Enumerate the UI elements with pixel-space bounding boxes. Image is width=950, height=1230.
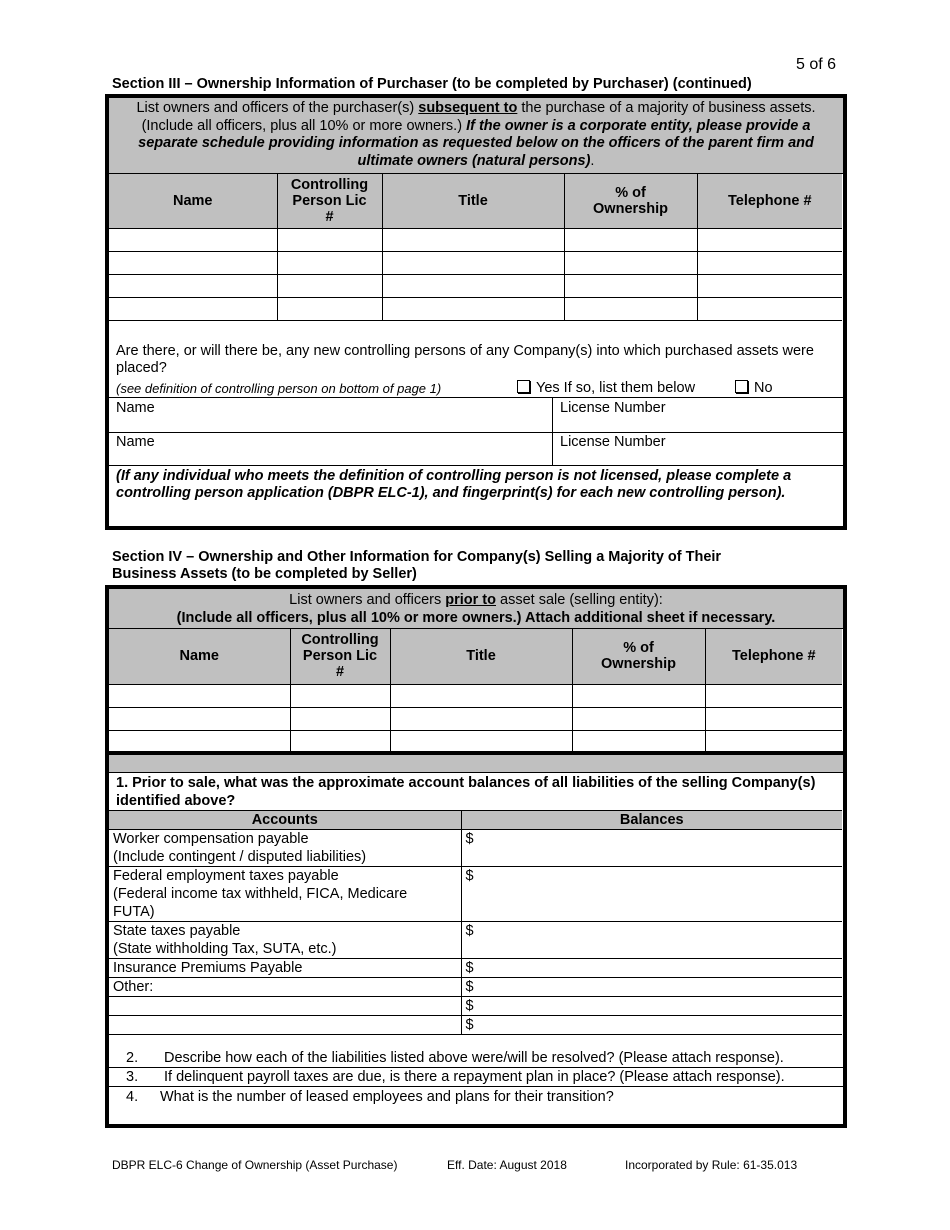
- section4-title: Section IV – Ownership and Other Information for Company(s) Selling a Majority of Their Business Assets (to be completed by Seller): [112, 549, 722, 582]
- section3-intro: List owners and officers of the purchaser(s) subsequent to the purchase of a majority of business assets. (Include all officers, plus all 10% or more owners.) If the owner is a corporate entity, please provide a separate schedule providing information as requested below on the officers of the parent firm and ultimate owners (natural persons).: [109, 98, 843, 174]
- table-row: [109, 251, 842, 274]
- col-ownership: % of Ownership: [564, 174, 697, 228]
- ownership-cell[interactable]: [564, 297, 697, 320]
- section3-owners-table: [109, 174, 842, 321]
- account-label: State taxes payable (State withholding Tax, SUTA, etc.): [109, 922, 461, 959]
- name-cell[interactable]: [109, 228, 277, 251]
- account-row: [109, 959, 842, 978]
- telephone-cell[interactable]: [705, 730, 842, 753]
- controlling-person-note: (If any individual who meets the definition of controlling person is not licensed, please complete a controlling person application (DBPR ELC-1), and fingerprint(s) for each new controlling person).: [116, 468, 792, 501]
- section4-frame: [105, 585, 847, 1128]
- section4-intro: List owners and officers prior to asset sale (selling entity): (Include all officers, plus all 10% or more owners.) Attach additional sheet if necessary.: [109, 589, 843, 629]
- ownership-cell[interactable]: [572, 707, 705, 730]
- page-number: 5 of 6: [796, 56, 837, 73]
- name-cell[interactable]: [109, 707, 290, 730]
- table-row: [109, 274, 842, 297]
- col-title: Title: [382, 174, 564, 228]
- definition-note: (see definition of controlling person on bottom of page 1): [116, 381, 442, 396]
- account-row: [109, 922, 842, 959]
- title-cell[interactable]: [382, 297, 564, 320]
- balances-header: Balances: [461, 811, 842, 830]
- new-controlling-license-field[interactable]: License Number: [560, 400, 666, 416]
- prior-to-emphasis: prior to: [445, 592, 496, 608]
- no-checkbox[interactable]: [735, 380, 748, 393]
- footer-rule: Incorporated by Rule: 61-35.013: [625, 1158, 798, 1172]
- section3-title: Section III – Ownership Information of Purchaser (to be completed by Purchaser) (continued): [112, 76, 752, 92]
- account-label: Worker compensation payable (Include contingent / disputed liabilities): [109, 830, 461, 867]
- no-option[interactable]: No: [735, 380, 773, 396]
- account-row: [109, 1016, 842, 1035]
- controlling-persons-question: Are there, or will there be, any new controlling persons of any Company(s) into which purchased assets were placed?: [116, 343, 814, 376]
- account-row: [109, 978, 842, 997]
- yes-option[interactable]: Yes If so, list them below: [517, 380, 695, 396]
- liabilities-question: 1. Prior to sale, what was the approximate account balances of all liabilities of the selling Company(s) identified above?: [116, 775, 816, 809]
- name-cell[interactable]: [109, 684, 290, 707]
- account-label: Insurance Premiums Payable: [109, 959, 461, 978]
- telephone-cell[interactable]: [697, 274, 842, 297]
- balance-field[interactable]: $: [461, 959, 842, 978]
- telephone-cell[interactable]: [697, 251, 842, 274]
- ownership-cell[interactable]: [572, 684, 705, 707]
- account-row: [109, 830, 842, 867]
- lic-cell[interactable]: [290, 730, 390, 753]
- col-name: Name: [109, 629, 290, 684]
- name-cell[interactable]: [109, 251, 277, 274]
- table-row: [109, 684, 842, 707]
- section3-frame: [105, 94, 847, 530]
- name-cell[interactable]: [109, 297, 277, 320]
- telephone-cell[interactable]: [705, 684, 842, 707]
- balance-field[interactable]: $: [461, 830, 842, 867]
- question-2: 2. Describe how each of the liabilities listed above were/will be resolved? (Please attach response).: [126, 1050, 784, 1066]
- balance-field[interactable]: $: [461, 922, 842, 959]
- liabilities-table: [109, 810, 842, 1035]
- footer-eff-date: Eff. Date: August 2018: [447, 1158, 567, 1172]
- table-row: [109, 228, 842, 251]
- telephone-cell[interactable]: [705, 707, 842, 730]
- col-ownership: % of Ownership: [572, 629, 705, 684]
- section4-owners-table: [109, 629, 842, 754]
- question-3: 3. If delinquent payroll taxes are due, is there a repayment plan in place? (Please attach response).: [126, 1069, 785, 1085]
- new-controlling-name-field[interactable]: Name: [116, 434, 155, 450]
- new-controlling-license-field[interactable]: License Number: [560, 434, 666, 450]
- title-cell[interactable]: [382, 251, 564, 274]
- balance-field[interactable]: $: [461, 997, 842, 1016]
- lic-cell[interactable]: [277, 228, 382, 251]
- lic-cell[interactable]: [290, 684, 390, 707]
- ownership-cell[interactable]: [564, 228, 697, 251]
- lic-cell[interactable]: [277, 251, 382, 274]
- balance-field[interactable]: $: [461, 867, 842, 922]
- col-telephone: Telephone #: [697, 174, 842, 228]
- title-cell[interactable]: [382, 228, 564, 251]
- balance-field[interactable]: $: [461, 978, 842, 997]
- balance-field[interactable]: $: [461, 1016, 842, 1035]
- title-cell[interactable]: [390, 707, 572, 730]
- title-cell[interactable]: [390, 684, 572, 707]
- accounts-header: Accounts: [109, 811, 461, 830]
- name-cell[interactable]: [109, 274, 277, 297]
- account-row: [109, 997, 842, 1016]
- lic-cell[interactable]: [277, 274, 382, 297]
- lic-cell[interactable]: [290, 707, 390, 730]
- table-row: [109, 297, 842, 320]
- account-label[interactable]: [109, 997, 461, 1016]
- table-row: [109, 730, 842, 753]
- subsequent-to-emphasis: subsequent to: [418, 100, 518, 116]
- ownership-cell[interactable]: [564, 274, 697, 297]
- account-label[interactable]: [109, 1016, 461, 1035]
- new-controlling-name-field[interactable]: Name: [116, 400, 155, 416]
- col-title: Title: [390, 629, 572, 684]
- question-4: 4. What is the number of leased employees and plans for their transition?: [126, 1089, 614, 1105]
- yes-checkbox[interactable]: [517, 380, 530, 393]
- account-label: Other:: [109, 978, 461, 997]
- telephone-cell[interactable]: [697, 228, 842, 251]
- col-controlling-person: Controlling Person Lic #: [277, 174, 382, 228]
- ownership-cell[interactable]: [572, 730, 705, 753]
- title-cell[interactable]: [390, 730, 572, 753]
- ownership-cell[interactable]: [564, 251, 697, 274]
- table-row: [109, 707, 842, 730]
- col-controlling-person: Controlling Person Lic #: [290, 629, 390, 684]
- title-cell[interactable]: [382, 274, 564, 297]
- col-telephone: Telephone #: [705, 629, 842, 684]
- col-name: Name: [109, 174, 277, 228]
- name-cell[interactable]: [109, 730, 290, 753]
- footer-form-id: DBPR ELC-6 Change of Ownership (Asset Purchase): [112, 1158, 398, 1172]
- telephone-cell[interactable]: [697, 297, 842, 320]
- account-row: [109, 867, 842, 922]
- lic-cell[interactable]: [277, 297, 382, 320]
- account-label: Federal employment taxes payable (Federal income tax withheld, FICA, Medicare FUTA): [109, 867, 461, 922]
